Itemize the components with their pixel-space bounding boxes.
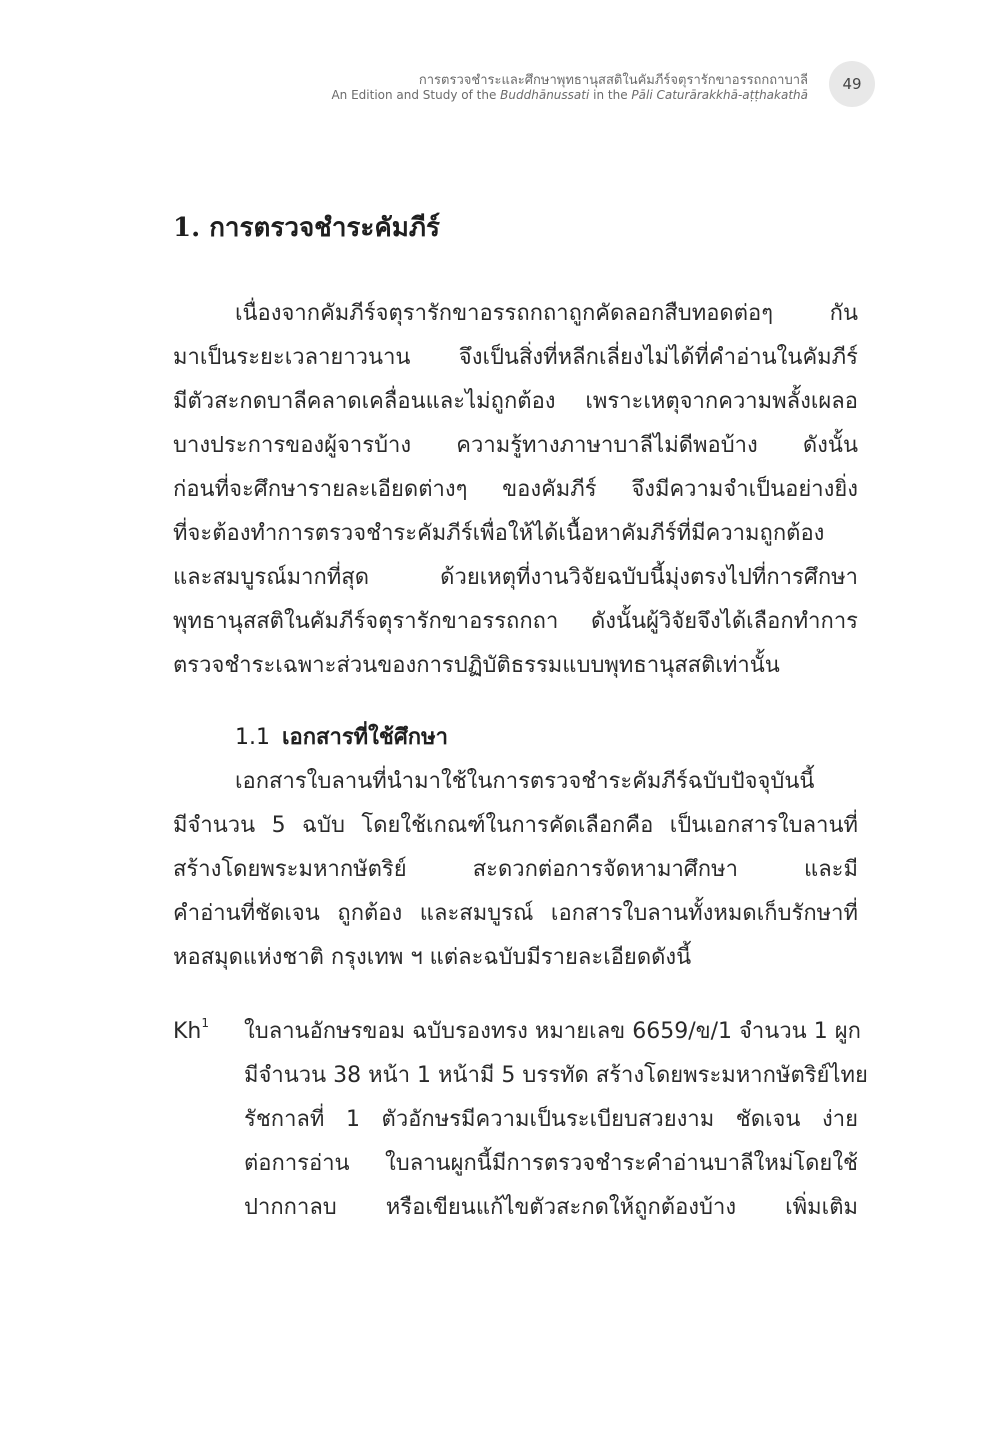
- subsection-heading: [235, 716, 448, 760]
- paragraph-line: ที่จะต้องทำการตรวจชำระคัมภีร์เพื่อให้ได้เนื้อหาคัมภีร์ที่มีความถูกต้อง: [173, 521, 825, 546]
- paragraph-line: สร้างโดยพระมหากษัตริย์ สะดวกต่อการจัดหามาศึกษา และมี: [173, 857, 858, 882]
- entry-line: ปากกาลบ หรือเขียนแก้ไขตัวสะกดให้ถูกต้องบ้าง เพิ่มเติม: [244, 1195, 858, 1220]
- page-number: 49: [829, 61, 875, 107]
- siglum-label: Kh: [173, 1019, 202, 1044]
- paragraph-line: พุทธานุสสติในคัมภีร์จตุรารักขาอรรถกถา ดังนั้นผู้วิจัยจึงได้เลือกทำการ: [173, 609, 858, 634]
- paragraph-line: ตรวจชำระเฉพาะส่วนของการปฏิบัติธรรมแบบพุทธานุสสติเท่านั้น: [173, 653, 780, 678]
- running-header-thai: การตรวจชำระและศึกษาพุทธานุสสติในคัมภีร์จตุรารักขาอรรถกถาบาลี: [418, 73, 808, 88]
- header-en-italic-source: Pāli Caturārakkhā-aṭṭhakathā: [631, 88, 808, 102]
- paragraph-line: หอสมุดแห่งชาติ กรุงเทพ ฯ แต่ละฉบับมีรายละเอียดดังนี้: [173, 945, 692, 970]
- entry-line: ต่อการอ่าน ใบลานผูกนี้มีการตรวจชำระคำอ่านบาลีใหม่โดยใช้: [244, 1151, 858, 1176]
- siglum-superscript: 1: [201, 1016, 210, 1030]
- subsection-title: เอกสารที่ใช้ศึกษา: [282, 725, 448, 750]
- entry-line: รัชกาลที่ 1 ตัวอักษรมีความเป็นระเบียบสวยงาม ชัดเจน ง่าย: [244, 1107, 858, 1132]
- entry-line: มีจำนวน 38 หน้า 1 หน้ามี 5 บรรทัด สร้างโดยพระมหากษัตริย์ไทย: [244, 1063, 868, 1088]
- paragraph-line: มีจำนวน 5 ฉบับ โดยใช้เกณฑ์ในการคัดเลือกคือ เป็นเอกสารใบลานที่: [173, 813, 858, 838]
- paragraph-line: มาเป็นระยะเวลายาวนาน จึงเป็นสิ่งที่หลีกเลี่ยงไม่ได้ที่คำอ่านในคัมภีร์: [173, 345, 858, 370]
- header-en-italic-buddhanussati: Buddhānussati: [500, 88, 590, 102]
- paragraph-line: เนื่องจากคัมภีร์จตุรารักขาอรรถกถาถูกคัดลอกสืบทอดต่อๆ กัน: [235, 301, 858, 326]
- manuscript-siglum: [173, 1010, 209, 1054]
- entry-line: ใบลานอักษรขอม ฉบับรองทรง หมายเลข 6659/ข/1 จำนวน 1 ผูก: [244, 1019, 861, 1044]
- paragraph-line: และสมบูรณ์มากที่สุด ด้วยเหตุที่งานวิจัยฉบับนี้มุ่งตรงไปที่การศึกษา: [173, 565, 858, 590]
- paragraph-line: มีตัวสะกดบาลีคลาดเคลื่อนและไม่ถูกต้อง เพราะเหตุจากความพลั้งเผลอ: [173, 389, 858, 414]
- paragraph-line: คำอ่านที่ชัดเจน ถูกต้อง และสมบูรณ์ เอกสารใบลานทั้งหมดเก็บรักษาที่: [173, 901, 858, 926]
- paragraph-line: เอกสารใบลานที่นำมาใช้ในการตรวจชำระคัมภีร์ฉบับปัจจุบันนี้: [235, 769, 815, 794]
- paragraph-line: บางประการของผู้จารบ้าง ความรู้ทางภาษาบาลีไม่ดีพอบ้าง ดังนั้น: [173, 433, 858, 458]
- subsection-number: 1.1: [235, 725, 270, 750]
- section-title: 1. การตรวจชำระคัมภีร์: [173, 213, 440, 243]
- header-en-prefix: An Edition and Study of the: [331, 88, 497, 102]
- running-header-english: [108, 88, 808, 102]
- header-en-mid: in the: [593, 88, 628, 102]
- paragraph-line: ก่อนที่จะศึกษารายละเอียดต่างๆ ของคัมภีร์ จึงมีความจำเป็นอย่างยิ่ง: [173, 477, 858, 502]
